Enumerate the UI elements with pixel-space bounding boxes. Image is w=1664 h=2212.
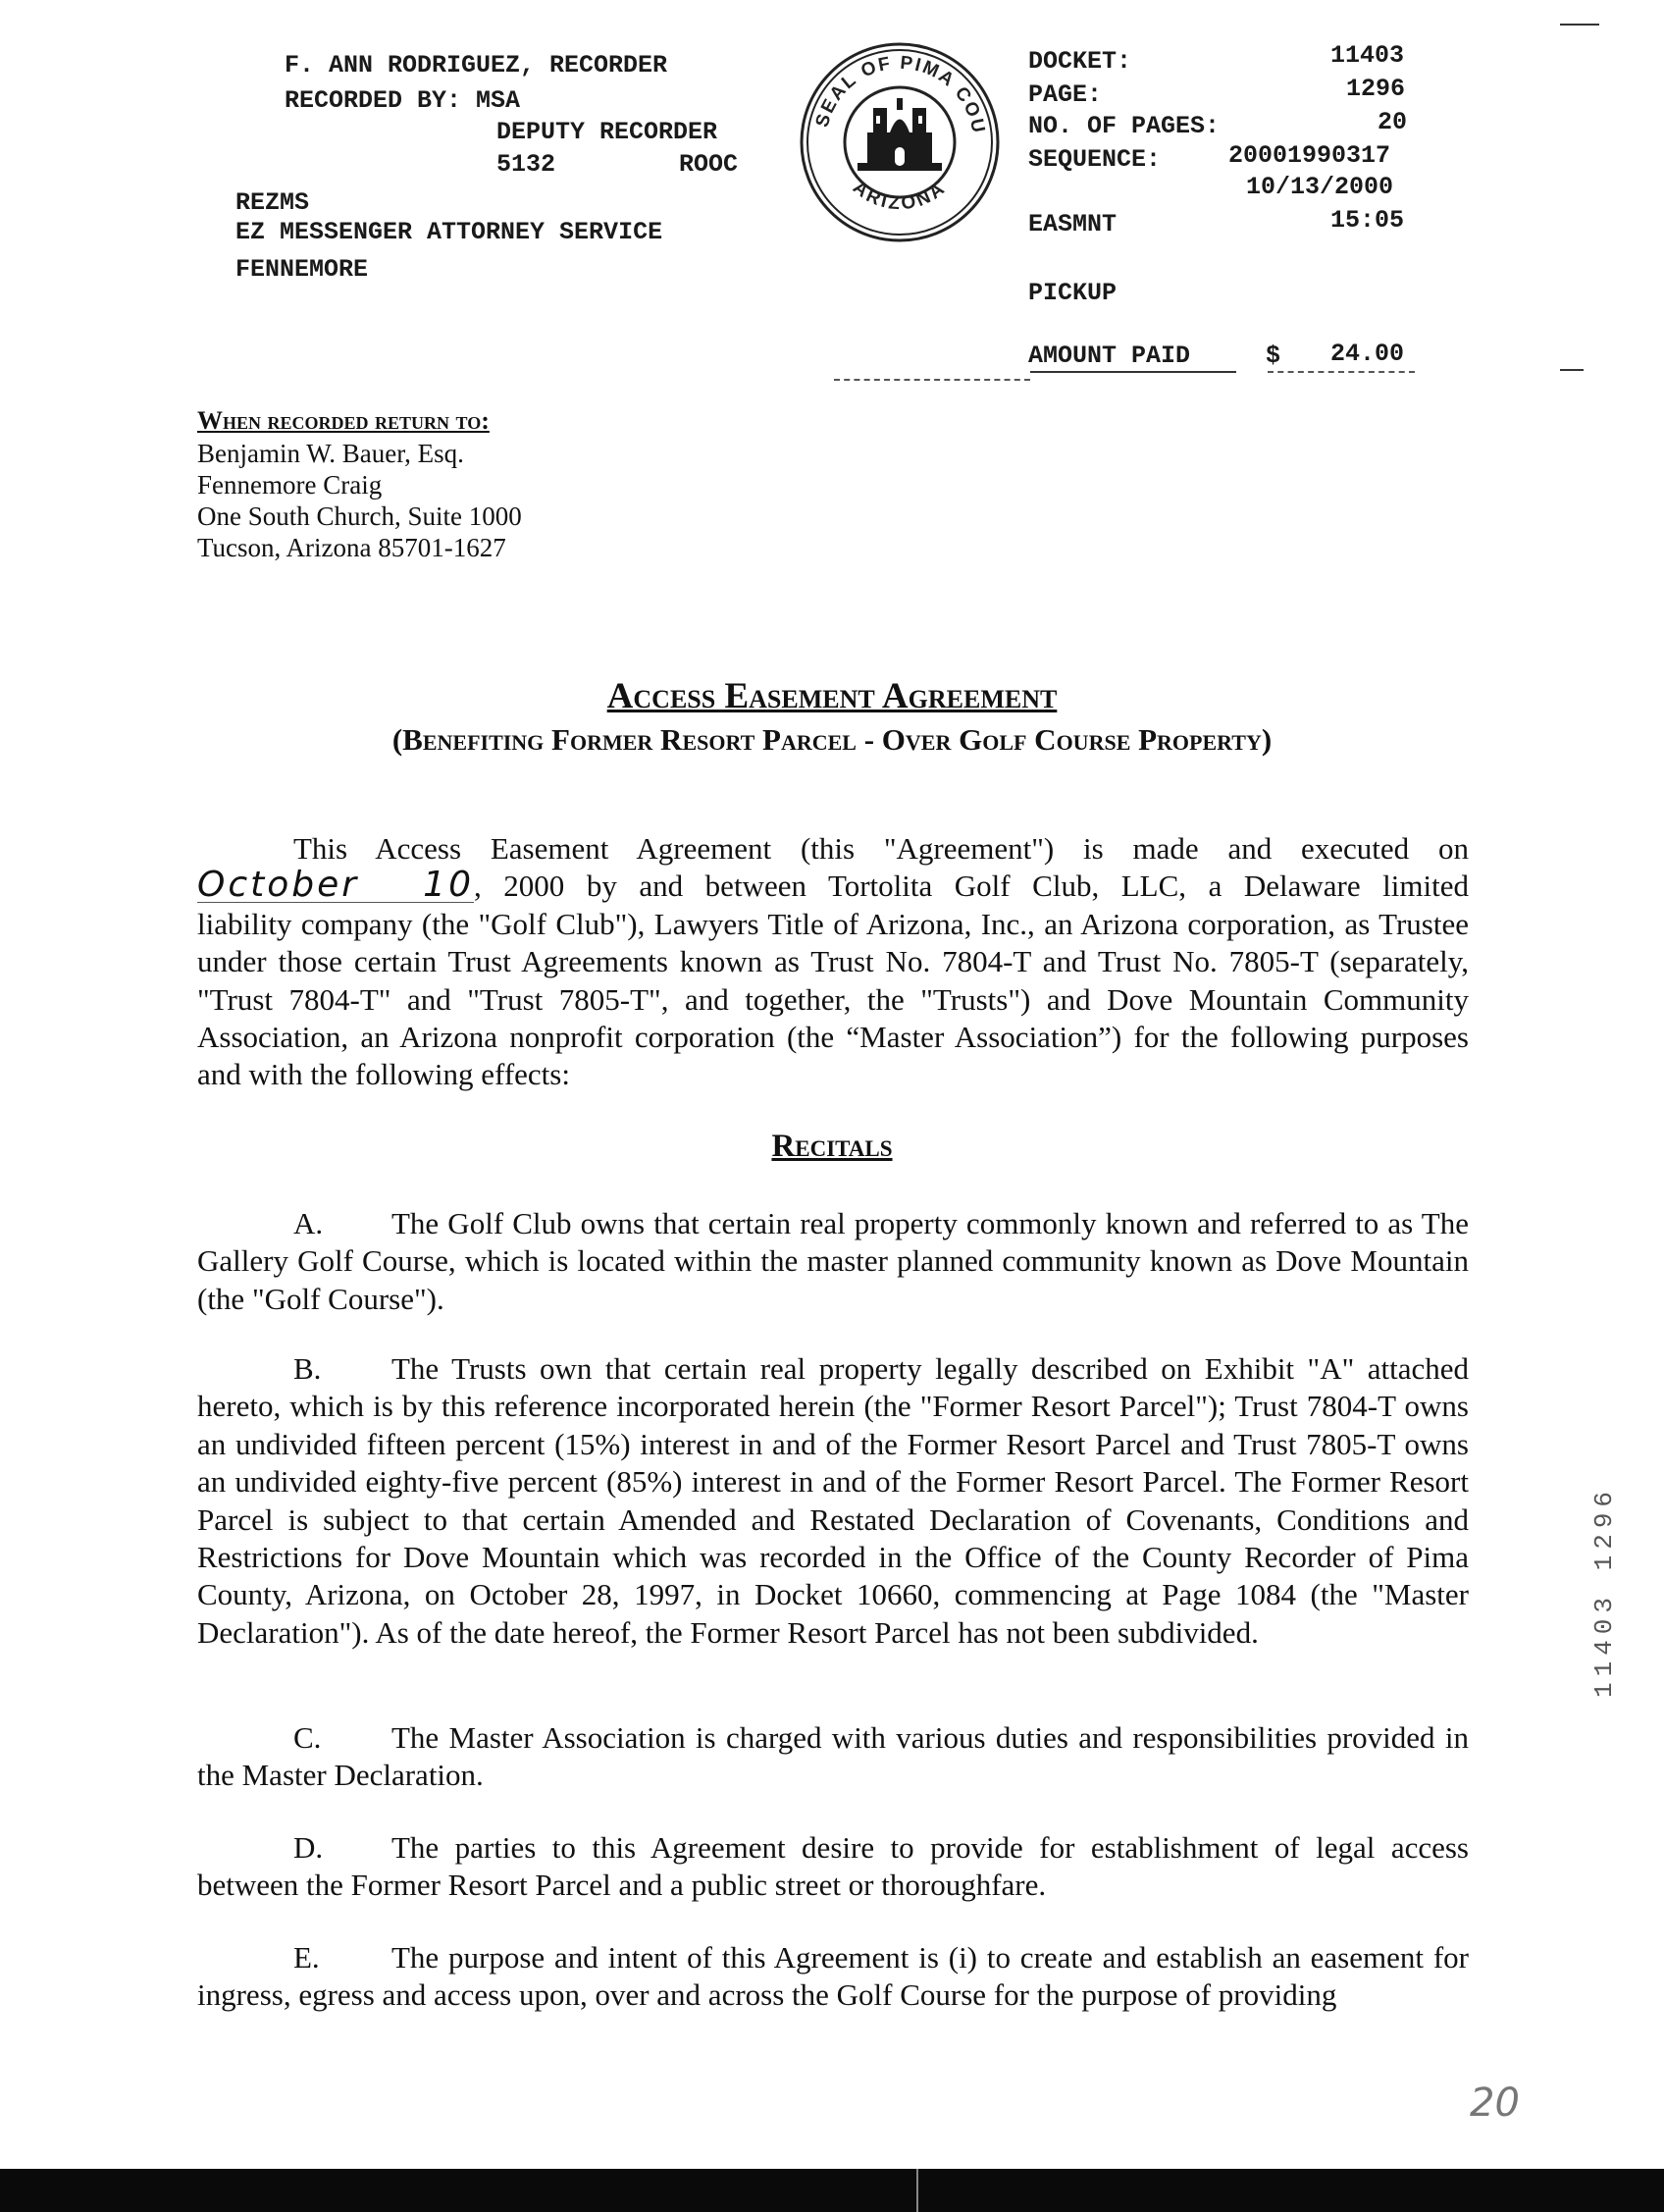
scan-mark [1560, 369, 1584, 371]
margin-docket-stamp: 11403 1296 [1589, 1485, 1619, 1698]
recital-label: B. [293, 1351, 322, 1386]
docket-value: 11403 [1330, 41, 1405, 70]
sequence-value: 20001990317 [1228, 141, 1391, 170]
recording-time: 15:05 [1330, 206, 1405, 235]
deputy-number: 5132 [496, 150, 556, 179]
recorded-by: RECORDED BY: MSA [285, 86, 521, 115]
messenger-service: EZ MESSENGER ATTORNEY SERVICE [235, 218, 663, 246]
seal-graphic [797, 39, 1003, 245]
page-value: 1296 [1346, 75, 1406, 103]
document-type: EASMNT [1028, 210, 1118, 238]
scan-mark [1268, 371, 1415, 373]
recital-text: The Golf Club owns that certain real property commonly known and referred to as The Gallery Golf Course, which is located within the master planned community known as Dove Mountain (the "Golf Course"). [197, 1206, 1469, 1316]
recital-text: The Trusts own that certain real property legally described on Exhibit "A" attached hereto, which is by this reference incorporated herein (the "Former Resort Parcel"); Trust 7804-T owns an undivided fifteen percent (15%) interest in and of the Former Resort Parcel and Trust 7805-T owns an undivided eighty-five percent (85%) interest in and of the Former Resort Parcel. The Former Resort Parcel is subject to that certain Amended and Restated Declaration of Covenants, Conditions and Restrictions for Dove Mountain which was recorded in the Office of the County Recorder of Pima County, Arizona, on October 28, 1997, in Docket 10660, commencing at Page 1084 (the "Master Declaration"). As of the date hereof, the Former Resort Parcel has not been subdivided. [197, 1351, 1469, 1650]
pages-value: 20 [1378, 108, 1408, 136]
intro-line-2-text: , 2000 by and between Tortolita Golf Club, LLC, a Delaware limited [474, 869, 1469, 904]
amount-underline [1030, 371, 1236, 373]
return-to-line: One South Church, Suite 1000 [197, 501, 522, 531]
recital-a [197, 1205, 1469, 1318]
seal-bottom-text: ARIZONA [849, 177, 951, 215]
return-to-line: Tucson, Arizona 85701-1627 [197, 533, 506, 562]
sequence-label: SEQUENCE: [1028, 145, 1162, 174]
recital-label: A. [293, 1206, 324, 1240]
intro-paragraph [197, 830, 1469, 1094]
handwritten-date: October 10 [197, 865, 474, 906]
scan-mark [834, 379, 1030, 381]
amount-paid-label: AMOUNT PAID [1028, 342, 1191, 370]
scan-tick-mark [916, 2169, 918, 2212]
return-to-line: Fennemore Craig [197, 470, 383, 500]
document-title: Access Easement Agreement [606, 676, 1058, 716]
intro-line-2 [197, 865, 1469, 906]
pages-label: NO. OF PAGES: [1028, 112, 1221, 140]
county-seal [797, 39, 1003, 245]
return-to-heading: When recorded return to: [197, 406, 490, 435]
recital-d [197, 1829, 1469, 1905]
recital-text: The purpose and intent of this Agreement is (i) to create and establish an easement for ingress, egress and access upon, over and across the Golf Course for the purpose of providing [197, 1940, 1469, 2013]
recital-c [197, 1719, 1469, 1795]
recital-label: C. [293, 1720, 322, 1755]
recital-label: D. [293, 1830, 324, 1865]
pickup-label: PICKUP [1028, 279, 1118, 307]
document-subtitle: (Benefiting Former Resort Parcel - Over Golf Course Property) [391, 722, 1273, 757]
recital-label: E. [293, 1940, 320, 1975]
intro-rest: liability company (the "Golf Club"), Lawyers Title of Arizona, Inc., an Arizona corporation, as Trustee under those certain Trust Agreements known as Trust No. 7804-T and Trust No. 7805-T (separately, "Trust 7804-T" and "Trust 7805-T", and together, the "Trusts") and Dove Mountain Community Association, an Arizona nonprofit corporation (the “Master Association”) for the following purposes and with the following effects: [197, 906, 1469, 1092]
recitals-heading: Recitals [771, 1129, 893, 1164]
recording-date: 10/13/2000 [1246, 173, 1394, 201]
recital-text: The parties to this Agreement desire to provide for establishment of legal access between the Former Resort Parcel and a public street or thoroughfare. [197, 1830, 1469, 1903]
handwritten-page-number: 20 [1470, 2080, 1520, 2126]
intro-line-1: This Access Easement Agreement (this "Agreement") is made and executed on [293, 831, 1469, 866]
scan-edge-bar [0, 2169, 1664, 2212]
seal-top-text: SEAL OF PIMA COU [811, 52, 989, 136]
recital-text: The Master Association is charged with various duties and responsibilities provided in the Master Declaration. [197, 1720, 1469, 1793]
office-code: ROOC [679, 150, 739, 179]
page-label: PAGE: [1028, 80, 1103, 109]
return-to-address [197, 438, 522, 563]
deputy-recorder: DEPUTY RECORDER [496, 118, 718, 146]
scan-mark [1560, 24, 1599, 26]
firm-name: FENNEMORE [235, 255, 369, 284]
recital-b [197, 1350, 1469, 1652]
amount-paid-value: 24.00 [1330, 340, 1405, 368]
recording-code: REZMS [235, 188, 310, 217]
return-to-line: Benjamin W. Bauer, Esq. [197, 439, 464, 468]
svg-text:ARIZONA [849, 178, 951, 215]
recorder-name: F. ANN RODRIGUEZ, RECORDER [285, 51, 668, 79]
amount-currency: $ [1266, 342, 1281, 370]
recital-e [197, 1939, 1469, 2015]
docket-label: DOCKET: [1028, 47, 1132, 76]
